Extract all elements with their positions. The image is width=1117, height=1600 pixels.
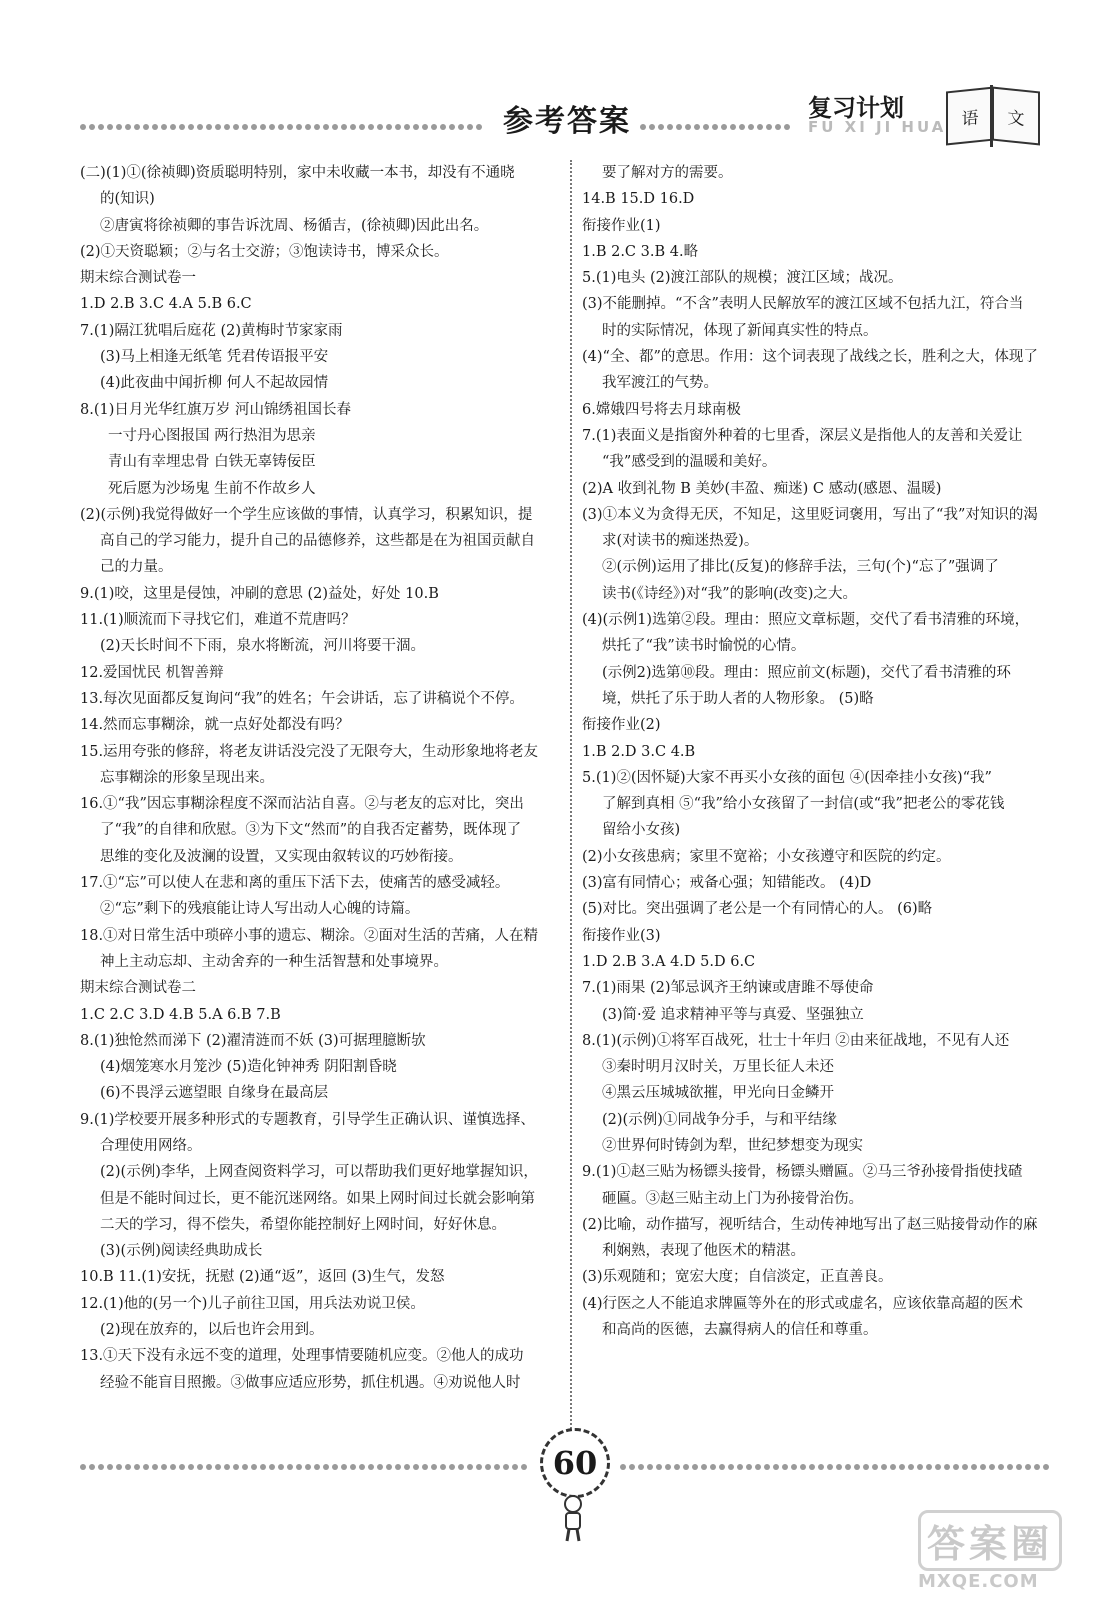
answer-line: 高自己的学习能力，提升自己的品德修养，这些都是在为祖国贡献自 <box>100 533 535 550</box>
answer-line: 青山有幸埋忠骨 白铁无辜铸佞臣 <box>108 454 316 471</box>
decor-dot <box>125 1464 131 1470</box>
decor-dot <box>278 124 284 130</box>
answer-line: ②世界何时铸剑为犁，世纪梦想变为现实 <box>602 1137 863 1154</box>
answer-line: 境，烘托了乐于助人者的人物形象。 (5)略 <box>602 690 874 707</box>
answer-line: 要了解对方的需要。 <box>602 165 733 181</box>
decor-dot <box>640 124 646 130</box>
answer-line: 衔接作业(2) <box>582 717 661 734</box>
decor-dot <box>854 1464 860 1470</box>
answer-line: (2)(示例)李华，上网查阅资料学习，可以帮助我们更好地掌握知识， <box>100 1164 538 1181</box>
decor-dot <box>404 1464 410 1470</box>
decor-dot <box>287 124 293 130</box>
answer-line: (2)(示例)我觉得做好一个学生应该做的事情，认真学习，积累知识，提 <box>80 506 533 523</box>
answer-line: 求(对读书的痴迷热爱)。 <box>602 533 759 550</box>
answer-line: ②“忘”剩下的残痕能让诗人写出动人心魄的诗篇。 <box>100 901 420 918</box>
answer-line: 14.然而忘事糊涂，就一点好处都没有吗？ <box>80 717 350 734</box>
decor-dot <box>467 1464 473 1470</box>
decor-dot <box>494 1464 500 1470</box>
answer-line: 1.D 2.B 3.C 4.A 5.B 6.C <box>80 296 252 313</box>
decor-dot <box>242 124 248 130</box>
decor-dot <box>791 1464 797 1470</box>
answer-line: 17.①“忘”可以使人在悲和离的重压下活下去，使痛苦的感受减轻。 <box>80 875 510 892</box>
decor-dot <box>179 1464 185 1470</box>
answer-line: (3)富有同情心；戒备心强；知错能改。 (4)D <box>582 875 872 892</box>
decor-dot <box>908 1464 914 1470</box>
decor-dot <box>962 1464 968 1470</box>
answer-line: 经验不能盲目照搬。③做事应适应形势，抓住机遇。④劝说他人时 <box>100 1374 521 1391</box>
watermark-title: 答案圈 <box>918 1510 1062 1571</box>
decor-dot <box>746 1464 752 1470</box>
decor-dot <box>386 124 392 130</box>
decor-dot <box>269 1464 275 1470</box>
answer-line: (2)A 收到礼物 B 美妙(丰盈、痴迷) C 感动(感恩、温暖) <box>582 480 942 497</box>
decor-dot <box>116 1464 122 1470</box>
decor-dot <box>712 124 718 130</box>
decor-dot <box>134 1464 140 1470</box>
decor-dot <box>710 1464 716 1470</box>
page-title: 参考答案 <box>503 104 631 139</box>
answer-line: 衔接作业(3) <box>582 927 661 944</box>
answer-line: 5.(1)②(因怀疑)大家不再买小女孩的面包 ④(因牵挂小女孩)“我” <box>582 769 992 786</box>
decor-dot <box>737 1464 743 1470</box>
decor-dot <box>989 1464 995 1470</box>
decor-dot <box>766 124 772 130</box>
decor-dot <box>757 124 763 130</box>
decor-dot <box>233 1464 239 1470</box>
decor-dot <box>649 124 655 130</box>
decor-dot <box>170 1464 176 1470</box>
answer-line: ③秦时明月汉时关，万里长征人未还 <box>602 1059 834 1076</box>
decor-dot <box>467 124 473 130</box>
answer-line: 5.(1)电头 (2)渡江部队的规模；渡江区域；战况。 <box>582 270 903 287</box>
answer-line: (2)比喻，动作描写，视听结合，生动传神地写出了赵三贴接骨动作的麻 <box>582 1216 1038 1233</box>
decor-dot <box>476 124 482 130</box>
decor-dot <box>413 124 419 130</box>
answer-line: (4)烟笼寒水月笼沙 (5)造化钟神秀 阴阳割昏晓 <box>100 1059 397 1076</box>
decor-dot <box>179 124 185 130</box>
answer-line: 1.B 2.D 3.C 4.B <box>582 743 696 760</box>
decor-dot <box>341 1464 347 1470</box>
decor-dot <box>998 1464 1004 1470</box>
decor-dot <box>269 124 275 130</box>
decor-dot <box>692 1464 698 1470</box>
decor-dot <box>242 1464 248 1470</box>
subject-char-left: 语 <box>946 86 994 145</box>
decor-dot <box>305 124 311 130</box>
decor-dot <box>764 1464 770 1470</box>
answer-line: 11.(1)顺流而下寻找它们，难道不荒唐吗？ <box>80 612 356 629</box>
answer-line: 7.(1)隔江犹唱后庭花 (2)黄梅时节家家雨 <box>80 322 343 339</box>
decor-dot <box>224 1464 230 1470</box>
decor-dot <box>656 1464 662 1470</box>
decor-dot <box>161 124 167 130</box>
answer-line: (2)(示例)①同战争分手，与和平结缘 <box>602 1111 837 1128</box>
answer-line: 13.每次见面都反复询问“我”的姓名；午会讲话，忘了讲稿说个不停。 <box>80 690 524 707</box>
decor-dot <box>685 124 691 130</box>
decor-dot <box>332 124 338 130</box>
answer-line: 砸匾。③赵三贴主动上门为孙接骨治伤。 <box>602 1190 863 1207</box>
answer-line: 6.嫦娥四号将去月球南极 <box>582 401 741 418</box>
answer-line: 死后愿为沙场鬼 生前不作故乡人 <box>108 480 316 497</box>
decor-dot <box>206 1464 212 1470</box>
decor-dot <box>305 1464 311 1470</box>
decor-dot <box>944 1464 950 1470</box>
decor-dot <box>287 1464 293 1470</box>
answer-line: (6)不畏浮云遮望眼 自缘身在最高层 <box>100 1085 329 1102</box>
decor-dot <box>899 1464 905 1470</box>
decor-dot <box>233 124 239 130</box>
decor-dot <box>748 124 754 130</box>
decor-dot <box>935 1464 941 1470</box>
answer-line: 13.①天下没有永远不变的道理，处理事情要随机应变。②他人的成功 <box>80 1348 524 1365</box>
decor-dot <box>773 1464 779 1470</box>
decor-dot <box>278 1464 284 1470</box>
answer-column-right <box>582 160 1052 1343</box>
answer-line: 7.(1)表面义是指窗外种着的七里香，深层义是指他人的友善和关爱让 <box>582 427 1023 444</box>
decor-dot <box>694 124 700 130</box>
decor-dot <box>458 1464 464 1470</box>
decor-dot <box>926 1464 932 1470</box>
decor-dot <box>314 124 320 130</box>
decor-dot <box>755 1464 761 1470</box>
page-number-badge <box>540 1428 610 1498</box>
decor-dot <box>251 1464 257 1470</box>
decor-dot <box>197 1464 203 1470</box>
decor-dot <box>449 124 455 130</box>
answer-line: 1.D 2.B 3.A 4.D 5.D 6.C <box>582 953 756 970</box>
decor-dot <box>359 1464 365 1470</box>
decor-dot <box>314 1464 320 1470</box>
decor-dot <box>98 124 104 130</box>
decor-dot <box>107 124 113 130</box>
decor-dot <box>404 124 410 130</box>
open-book-icon <box>944 85 1040 149</box>
decor-dot <box>260 124 266 130</box>
decor-dot <box>881 1464 887 1470</box>
watermark-url: MXQE.COM <box>918 1571 1039 1592</box>
decor-dot <box>341 124 347 130</box>
answer-line: 和高尚的医德，去赢得病人的信任和尊重。 <box>602 1322 878 1339</box>
answer-line: 7.(1)雨果 (2)邹忌讽齐王纳谏或唐雎不辱使命 <box>582 980 874 997</box>
decor-dot <box>836 1464 842 1470</box>
answer-line: 9.(1)学校要开展多种形式的专题教育，引导学生正确认识、谨慎选择、 <box>80 1111 535 1128</box>
decor-dot <box>620 1464 626 1470</box>
decor-dot <box>170 124 176 130</box>
decor-dot <box>638 1464 644 1470</box>
decor-dot <box>323 1464 329 1470</box>
decor-dot <box>658 124 664 130</box>
page-header <box>0 0 1117 160</box>
answer-line: (4)(示例1)选第②段。理由：照应文章标题，交代了看书清雅的环境， <box>582 612 1030 629</box>
answer-line: 合理使用网络。 <box>100 1137 202 1154</box>
decor-dot <box>431 1464 437 1470</box>
decor-dot <box>332 1464 338 1470</box>
answer-line: 8.(1)日月光华红旗万岁 河山锦绣祖国长春 <box>80 401 351 418</box>
decor-dot <box>512 1464 518 1470</box>
series-pinyin: FU XI JI HUA <box>808 118 947 136</box>
answer-line: 思维的变化及波澜的设置，又实现由叙转议的巧妙衔接。 <box>100 848 463 865</box>
decor-dot <box>251 124 257 130</box>
decor-dot <box>476 1464 482 1470</box>
decor-dot <box>143 124 149 130</box>
decor-dot <box>134 124 140 130</box>
watermark-logo <box>918 1510 1098 1592</box>
decor-dot <box>350 1464 356 1470</box>
decor-dot <box>125 124 131 130</box>
answer-line: 己的力量。 <box>100 559 173 576</box>
decor-dot <box>872 1464 878 1470</box>
decor-dot <box>440 124 446 130</box>
decor-dot <box>980 1464 986 1470</box>
decor-dot <box>1007 1464 1013 1470</box>
answer-line: 期末综合测试卷二 <box>80 980 196 997</box>
decor-dot <box>721 124 727 130</box>
answer-line: 二天的学习，得不偿失，希望你能控制好上网时间，好好休息。 <box>100 1216 506 1233</box>
answer-line: 18.①对日常生活中琐碎小事的遗忘、糊涂。②面对生活的苦痛，人在精 <box>80 927 539 944</box>
decor-dot <box>485 1464 491 1470</box>
answer-line: 我军渡江的气势。 <box>602 375 718 392</box>
decor-dot <box>188 124 194 130</box>
answer-line: (5)对比。突出强调了老公是一个有同情心的人。 (6)略 <box>582 901 933 918</box>
decor-dot <box>152 1464 158 1470</box>
series-title: 复习计划 <box>808 93 904 122</box>
decor-dot <box>89 124 95 130</box>
answer-line: 一寸丹心图报国 两行热泪为思亲 <box>108 427 316 444</box>
decor-dot <box>1043 1464 1049 1470</box>
answer-line: 期末综合测试卷一 <box>80 270 196 287</box>
decor-dot <box>917 1464 923 1470</box>
decor-dot <box>863 1464 869 1470</box>
decor-dot <box>368 1464 374 1470</box>
decor-dot <box>422 124 428 130</box>
answer-line: 烘托了“我”读书时愉悦的心情。 <box>602 638 806 655</box>
decor-dot <box>784 124 790 130</box>
decor-dot <box>260 1464 266 1470</box>
decor-dot <box>521 1464 527 1470</box>
decor-dot <box>98 1464 104 1470</box>
answer-line: 利娴熟，表现了他医术的精湛。 <box>602 1243 805 1260</box>
decor-dot <box>827 1464 833 1470</box>
decor-dot <box>458 124 464 130</box>
answer-line: (4)“全、都”的意思。作用：这个词表现了战线之长，胜利之大，体现了 <box>582 349 1038 366</box>
decor-dot <box>224 124 230 130</box>
decor-dot <box>971 1464 977 1470</box>
answer-line: 8.(1)(示例)①将军百战死，壮士十年归 ②由来征战地，不见有人还 <box>582 1032 1010 1049</box>
decor-dot <box>775 124 781 130</box>
answer-line: 8.(1)独怆然而涕下 (2)濯清涟而不妖 (3)可据理臆断欤 <box>80 1032 426 1049</box>
decor-dot <box>116 124 122 130</box>
decor-dot <box>395 1464 401 1470</box>
decor-dot <box>359 124 365 130</box>
footer-dots-right <box>620 1462 1060 1472</box>
decor-dot <box>953 1464 959 1470</box>
answer-line: (2)现在放弃的，以后也许会用到。 <box>100 1322 324 1339</box>
mascot-icon <box>556 1494 590 1544</box>
decor-dot <box>683 1464 689 1470</box>
answer-line: 忘事糊涂的形象呈现出来。 <box>100 769 274 786</box>
answer-line: (二)(1)①(徐祯卿)资质聪明特别，家中未收藏一本书，却没有不通晓 <box>80 165 515 181</box>
decor-dot <box>1034 1464 1040 1470</box>
answer-line: (3)乐观随和；宽宏大度；自信淡定，正直善良。 <box>582 1269 893 1286</box>
decor-dot <box>377 1464 383 1470</box>
decor-dot <box>431 124 437 130</box>
decor-dot <box>161 1464 167 1470</box>
decor-dot <box>818 1464 824 1470</box>
decor-dot <box>703 124 709 130</box>
decor-dot <box>206 124 212 130</box>
answer-line: (4)此夜曲中闻折柳 何人不起故园情 <box>100 375 329 392</box>
decor-dot <box>1016 1464 1022 1470</box>
decor-dot <box>413 1464 419 1470</box>
answer-line: (示例2)选第⑩段。理由：照应前文(标题)，交代了看书清雅的环 <box>602 664 1011 681</box>
answer-line: 15.运用夸张的修辞，将老友讲话没完没了无限夸大，生动形象地将老友 <box>80 743 539 760</box>
decor-dot <box>676 124 682 130</box>
decor-dot <box>323 124 329 130</box>
decor-dot <box>296 1464 302 1470</box>
answer-line: (2)天长时间不下雨，泉水将断流，河川将要干涸。 <box>100 638 426 655</box>
answer-line: (4)行医之人不能追求牌匾等外在的形式或虚名，应该依靠高超的医术 <box>582 1295 1024 1312</box>
decor-dot <box>143 1464 149 1470</box>
answer-line: “我”感受到的温暖和美好。 <box>602 454 777 471</box>
answer-line: 16.①“我”因忘事糊涂程度不深而沾沾自喜。②与老友的忘对比，突出 <box>80 796 524 813</box>
answer-line: (3)(示例)阅读经典助成长 <box>100 1243 263 1260</box>
decor-dot <box>728 1464 734 1470</box>
answer-line: (2)小女孩患病；家里不宽裕；小女孩遵守和医院的约定。 <box>582 848 951 865</box>
decor-dot <box>701 1464 707 1470</box>
decor-dot <box>440 1464 446 1470</box>
answer-line: 9.(1)咬，这里是侵蚀，冲刷的意思 (2)益处，好处 10.B <box>80 585 439 602</box>
decor-dot <box>1025 1464 1031 1470</box>
decor-dot <box>809 1464 815 1470</box>
decor-dot <box>296 124 302 130</box>
decor-dot <box>674 1464 680 1470</box>
decor-dot <box>800 1464 806 1470</box>
decor-dot <box>395 124 401 130</box>
answer-line: (3)马上相逢无纸笔 凭君传语报平安 <box>100 349 329 366</box>
answer-line: 但是不能时间过长，更不能沉迷网络。如果上网时间过长就会影响第 <box>100 1190 535 1207</box>
answer-line: 读书(《诗经》)对“我”的影响(改变)之大。 <box>602 585 857 602</box>
answer-line: 10.B 11.(1)安抚，抚慰 (2)通“返”，返回 (3)生气，发怒 <box>80 1269 445 1286</box>
answer-line: ④黑云压城城欲摧，甲光向日金鳞开 <box>602 1085 834 1102</box>
answer-line: 1.B 2.C 3.B 4.略 <box>582 243 699 260</box>
page-number: 60 <box>552 1444 598 1482</box>
decor-dot <box>629 1464 635 1470</box>
answer-line: 衔接作业(1) <box>582 217 661 234</box>
answer-line: 时的实际情况，体现了新闻真实性的特点。 <box>602 322 878 339</box>
answer-column-left <box>80 160 560 1396</box>
answer-line: ②唐寅将徐祯卿的事告诉沈周、杨循吉，(徐祯卿)因此出名。 <box>100 217 489 234</box>
answer-line: 留给小女孩) <box>602 822 681 839</box>
decor-dot <box>730 124 736 130</box>
answer-line: 神上主动忘却、主动舍弃的一种生活智慧和处事境界。 <box>100 953 448 970</box>
answer-line: 的(知识) <box>100 191 155 208</box>
answer-line: 9.(1)①赵三贴为杨镖头接骨，杨镖头赠匾。②马三爷孙接骨指使找碴 <box>582 1164 1023 1181</box>
decor-dot <box>89 1464 95 1470</box>
decor-dot <box>890 1464 896 1470</box>
decor-dot <box>845 1464 851 1470</box>
decor-dot <box>386 1464 392 1470</box>
answer-line: (3)简·爱 追求精神平等与真爱、坚强独立 <box>602 1006 864 1023</box>
answer-line: 12.(1)他的(另一个)儿子前往卫国，用兵法劝说卫侯。 <box>80 1295 425 1312</box>
answer-line: (2)①天资聪颖；②与名士交游；③饱读诗书，博采众长。 <box>80 243 449 260</box>
answer-line: (3)①本义为贪得无厌，不知足，这里贬词褒用，写出了“我”对知识的渴 <box>582 506 1038 523</box>
answer-line: 了解到真相 ⑤“我”给小女孩留了一封信(或“我”把老公的零花钱 <box>602 796 1005 813</box>
answer-line: 14.B 15.D 16.D <box>582 191 695 208</box>
decor-dot <box>503 1464 509 1470</box>
answer-line: (3)不能删掉。“不含”表明人民解放军的渡江区域不包括九江，符合当 <box>582 296 1024 313</box>
decor-dot <box>215 124 221 130</box>
decor-dot <box>215 1464 221 1470</box>
answer-line: 12.爱国忧民 机智善辩 <box>80 664 224 681</box>
decor-dot <box>422 1464 428 1470</box>
answer-line: ②(示例)运用了排比(反复)的修辞手法，三句(个)“忘了”强调了 <box>602 559 999 576</box>
decor-dot <box>152 124 158 130</box>
decor-dot <box>647 1464 653 1470</box>
decor-dot <box>80 1464 86 1470</box>
decor-dot <box>188 1464 194 1470</box>
decor-dot <box>368 124 374 130</box>
decor-dot <box>80 124 86 130</box>
answer-line: 1.C 2.C 3.D 4.B 5.A 6.B 7.B <box>80 1006 281 1023</box>
decor-dot <box>667 124 673 130</box>
column-divider <box>570 160 572 1440</box>
decor-dot <box>719 1464 725 1470</box>
decor-dot <box>449 1464 455 1470</box>
decor-dot <box>739 124 745 130</box>
footer-dots-left <box>80 1462 530 1472</box>
decor-dot <box>377 124 383 130</box>
decor-dot <box>782 1464 788 1470</box>
subject-char-right: 文 <box>992 86 1040 145</box>
answer-line: 了“我”的自律和欣慰。③为下文“然而”的自我否定蓄势，既体现了 <box>100 822 522 839</box>
header-dots-right <box>640 122 800 132</box>
header-dots-left <box>80 122 490 132</box>
decor-dot <box>107 1464 113 1470</box>
decor-dot <box>665 1464 671 1470</box>
decor-dot <box>197 124 203 130</box>
decor-dot <box>350 124 356 130</box>
